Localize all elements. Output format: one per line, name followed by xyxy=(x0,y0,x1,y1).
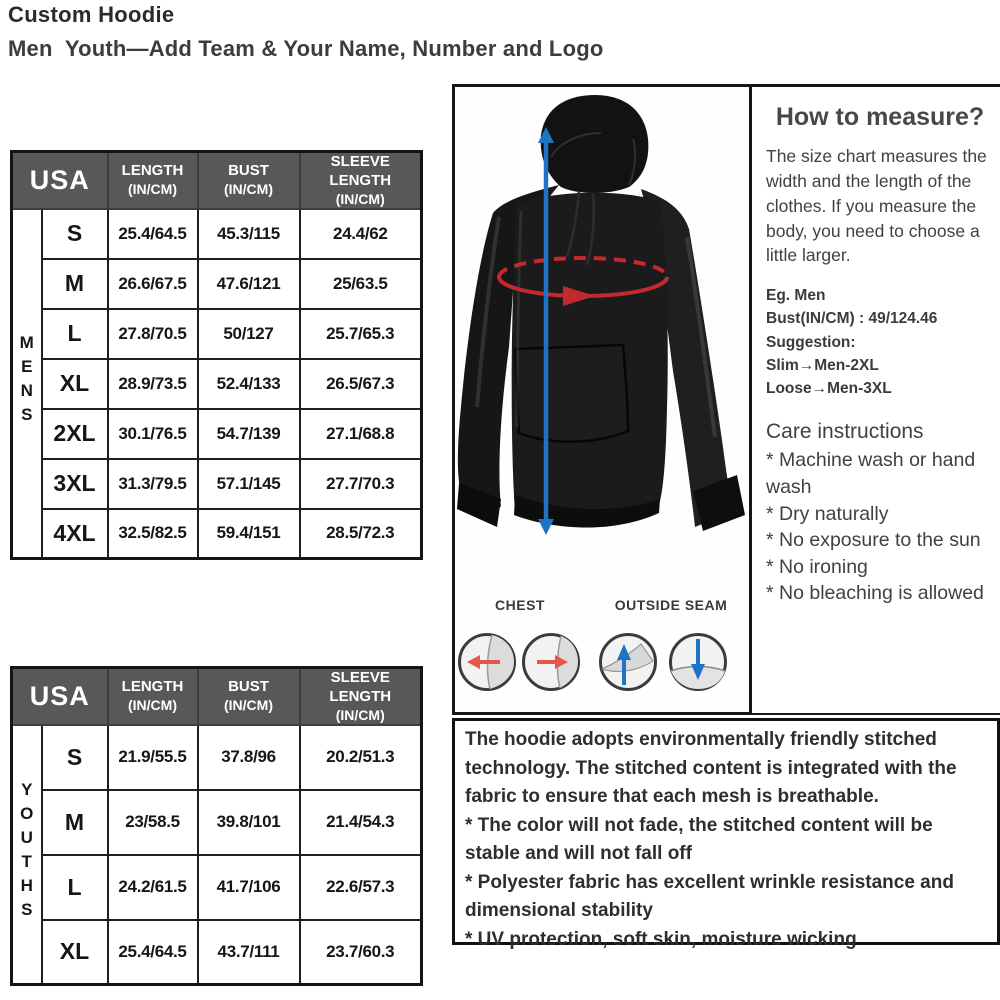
sleeve-cell: 26.5/67.3 xyxy=(300,359,422,409)
example-line: Slim→Men-2XL xyxy=(766,356,879,374)
bust-cell: 37.8/96 xyxy=(198,725,300,790)
chest-label: CHEST xyxy=(495,597,545,613)
hoodie-illustration xyxy=(457,95,745,531)
bust-cell: 57.1/145 xyxy=(198,459,300,509)
description-paragraph: * The color will not fade, the stitched content will be stable and will not fall off xyxy=(465,814,933,864)
how-to-measure-body: The size chart measures the width and the length of the clothes. If you measure the body, you need to choose a little larger. xyxy=(766,146,987,266)
length-cell: 25.4/64.5 xyxy=(108,209,198,259)
example-line: Bust(IN/CM) : 49/124.46 xyxy=(766,310,938,328)
sleeve-cell: 21.4/54.3 xyxy=(300,790,422,855)
size-cell: XL xyxy=(42,920,108,985)
table-row xyxy=(12,920,422,985)
description-paragraph: The hoodie adopts environmentally friendly stitched technology. The stitched content is integrated with the fabric to ensure that each mesh is breathable. xyxy=(465,729,957,807)
table-row xyxy=(12,725,422,790)
size-cell: 2XL xyxy=(42,409,108,459)
bust-cell: 59.4/151 xyxy=(198,509,300,559)
bust-cell: 50/127 xyxy=(198,309,300,359)
table-row xyxy=(12,259,422,309)
sizing-example-block xyxy=(766,284,994,400)
length-cell: 32.5/82.5 xyxy=(108,509,198,559)
size-cell: XL xyxy=(42,359,108,409)
sleeve-cell: 24.4/62 xyxy=(300,209,422,259)
length-cell: 28.9/73.5 xyxy=(108,359,198,409)
table-header-row xyxy=(12,668,422,725)
measure-panel xyxy=(452,84,752,715)
size-cell: S xyxy=(42,725,108,790)
sleeve-cell: 27.1/68.8 xyxy=(300,409,422,459)
bust-cell: 43.7/111 xyxy=(198,920,300,985)
hoodie-photo xyxy=(455,87,749,592)
sleeve-cell: 25.7/65.3 xyxy=(300,309,422,359)
size-cell: 3XL xyxy=(42,459,108,509)
care-item: * No bleaching is allowed xyxy=(766,582,984,605)
table-row xyxy=(12,409,422,459)
description-paragraph: * UV protection, soft skin, moisture wicking xyxy=(465,928,857,950)
care-instructions-heading: Care instructions xyxy=(766,420,924,444)
table-row xyxy=(12,790,422,855)
length-cell: 24.2/61.5 xyxy=(108,855,198,920)
size-cell: L xyxy=(42,855,108,920)
bust-cell: 47.6/121 xyxy=(198,259,300,309)
how-to-measure-heading: How to measure? xyxy=(775,103,985,131)
length-cell: 25.4/64.5 xyxy=(108,920,198,985)
usa-header-cell: USA xyxy=(12,152,108,209)
table-row xyxy=(12,209,422,259)
size-cell: L xyxy=(42,309,108,359)
size-cell: M xyxy=(42,259,108,309)
mens-group-cell: MENS xyxy=(12,209,42,559)
page-subtitle: Men Youth—Add Team & Your Name, Number and Logo xyxy=(8,36,604,61)
example-line: Loose→Men-3XL xyxy=(766,380,892,398)
bust-cell: 54.7/139 xyxy=(198,409,300,459)
chest-measure-right-arrow-icon xyxy=(520,631,582,693)
bust-cell: 41.7/106 xyxy=(198,855,300,920)
sleeve-header-cell: SLEEVE LENGTH (IN/CM) xyxy=(300,152,422,209)
bust-cell: 52.4/133 xyxy=(198,359,300,409)
length-cell: 31.3/79.5 xyxy=(108,459,198,509)
youths-size-table xyxy=(10,666,423,986)
sleeve-cell: 20.2/51.3 xyxy=(300,725,422,790)
care-item: * Machine wash or hand wash xyxy=(766,449,976,498)
sleeve-cell: 27.7/70.3 xyxy=(300,459,422,509)
table-header-row xyxy=(12,152,422,209)
example-line: Suggestion: xyxy=(766,333,856,351)
outside-seam-label: OUTSIDE SEAM xyxy=(614,597,728,613)
table-row xyxy=(12,855,422,920)
example-line: Eg. Men xyxy=(766,287,826,305)
length-cell: 21.9/55.5 xyxy=(108,725,198,790)
table-row xyxy=(12,459,422,509)
chest-measure-left-arrow-icon xyxy=(456,631,518,693)
size-cell: M xyxy=(42,790,108,855)
mens-size-table xyxy=(10,150,423,560)
sleeve-cell: 23.7/60.3 xyxy=(300,920,422,985)
length-cell: 23/58.5 xyxy=(108,790,198,855)
bust-header-cell: BUST (IN/CM) xyxy=(198,152,300,209)
usa-header-cell: USA xyxy=(12,668,108,725)
bust-header-cell: BUST (IN/CM) xyxy=(198,668,300,725)
length-cell: 26.6/67.5 xyxy=(108,259,198,309)
size-cell: S xyxy=(42,209,108,259)
seam-measure-down-arrow-icon xyxy=(667,631,729,693)
sleeve-cell: 22.6/57.3 xyxy=(300,855,422,920)
length-cell: 27.8/70.5 xyxy=(108,309,198,359)
bust-cell: 39.8/101 xyxy=(198,790,300,855)
page-title: Custom Hoodie xyxy=(8,2,175,27)
table-row xyxy=(12,309,422,359)
care-item: * No exposure to the sun xyxy=(766,529,981,552)
description-paragraph: * Polyester fabric has excellent wrinkle resistance and dimensional stability xyxy=(465,871,954,921)
care-item: * Dry naturally xyxy=(766,502,889,525)
sleeve-cell: 25/63.5 xyxy=(300,259,422,309)
length-header-cell: LENGTH (IN/CM) xyxy=(108,668,198,725)
length-cell: 30.1/76.5 xyxy=(108,409,198,459)
table-row xyxy=(12,359,422,409)
youths-group-cell: YOUTHS xyxy=(12,725,42,985)
seam-measure-up-arrow-icon xyxy=(597,631,659,693)
table-row xyxy=(12,509,422,559)
product-description-box xyxy=(452,718,1000,950)
sleeve-cell: 28.5/72.3 xyxy=(300,509,422,559)
length-header-cell: LENGTH (IN/CM) xyxy=(108,152,198,209)
sleeve-header-cell: SLEEVE LENGTH (IN/CM) xyxy=(300,668,422,725)
bust-cell: 45.3/115 xyxy=(198,209,300,259)
care-item: * No ironing xyxy=(766,555,868,578)
size-cell: 4XL xyxy=(42,509,108,559)
how-to-measure-panel xyxy=(752,84,1000,715)
